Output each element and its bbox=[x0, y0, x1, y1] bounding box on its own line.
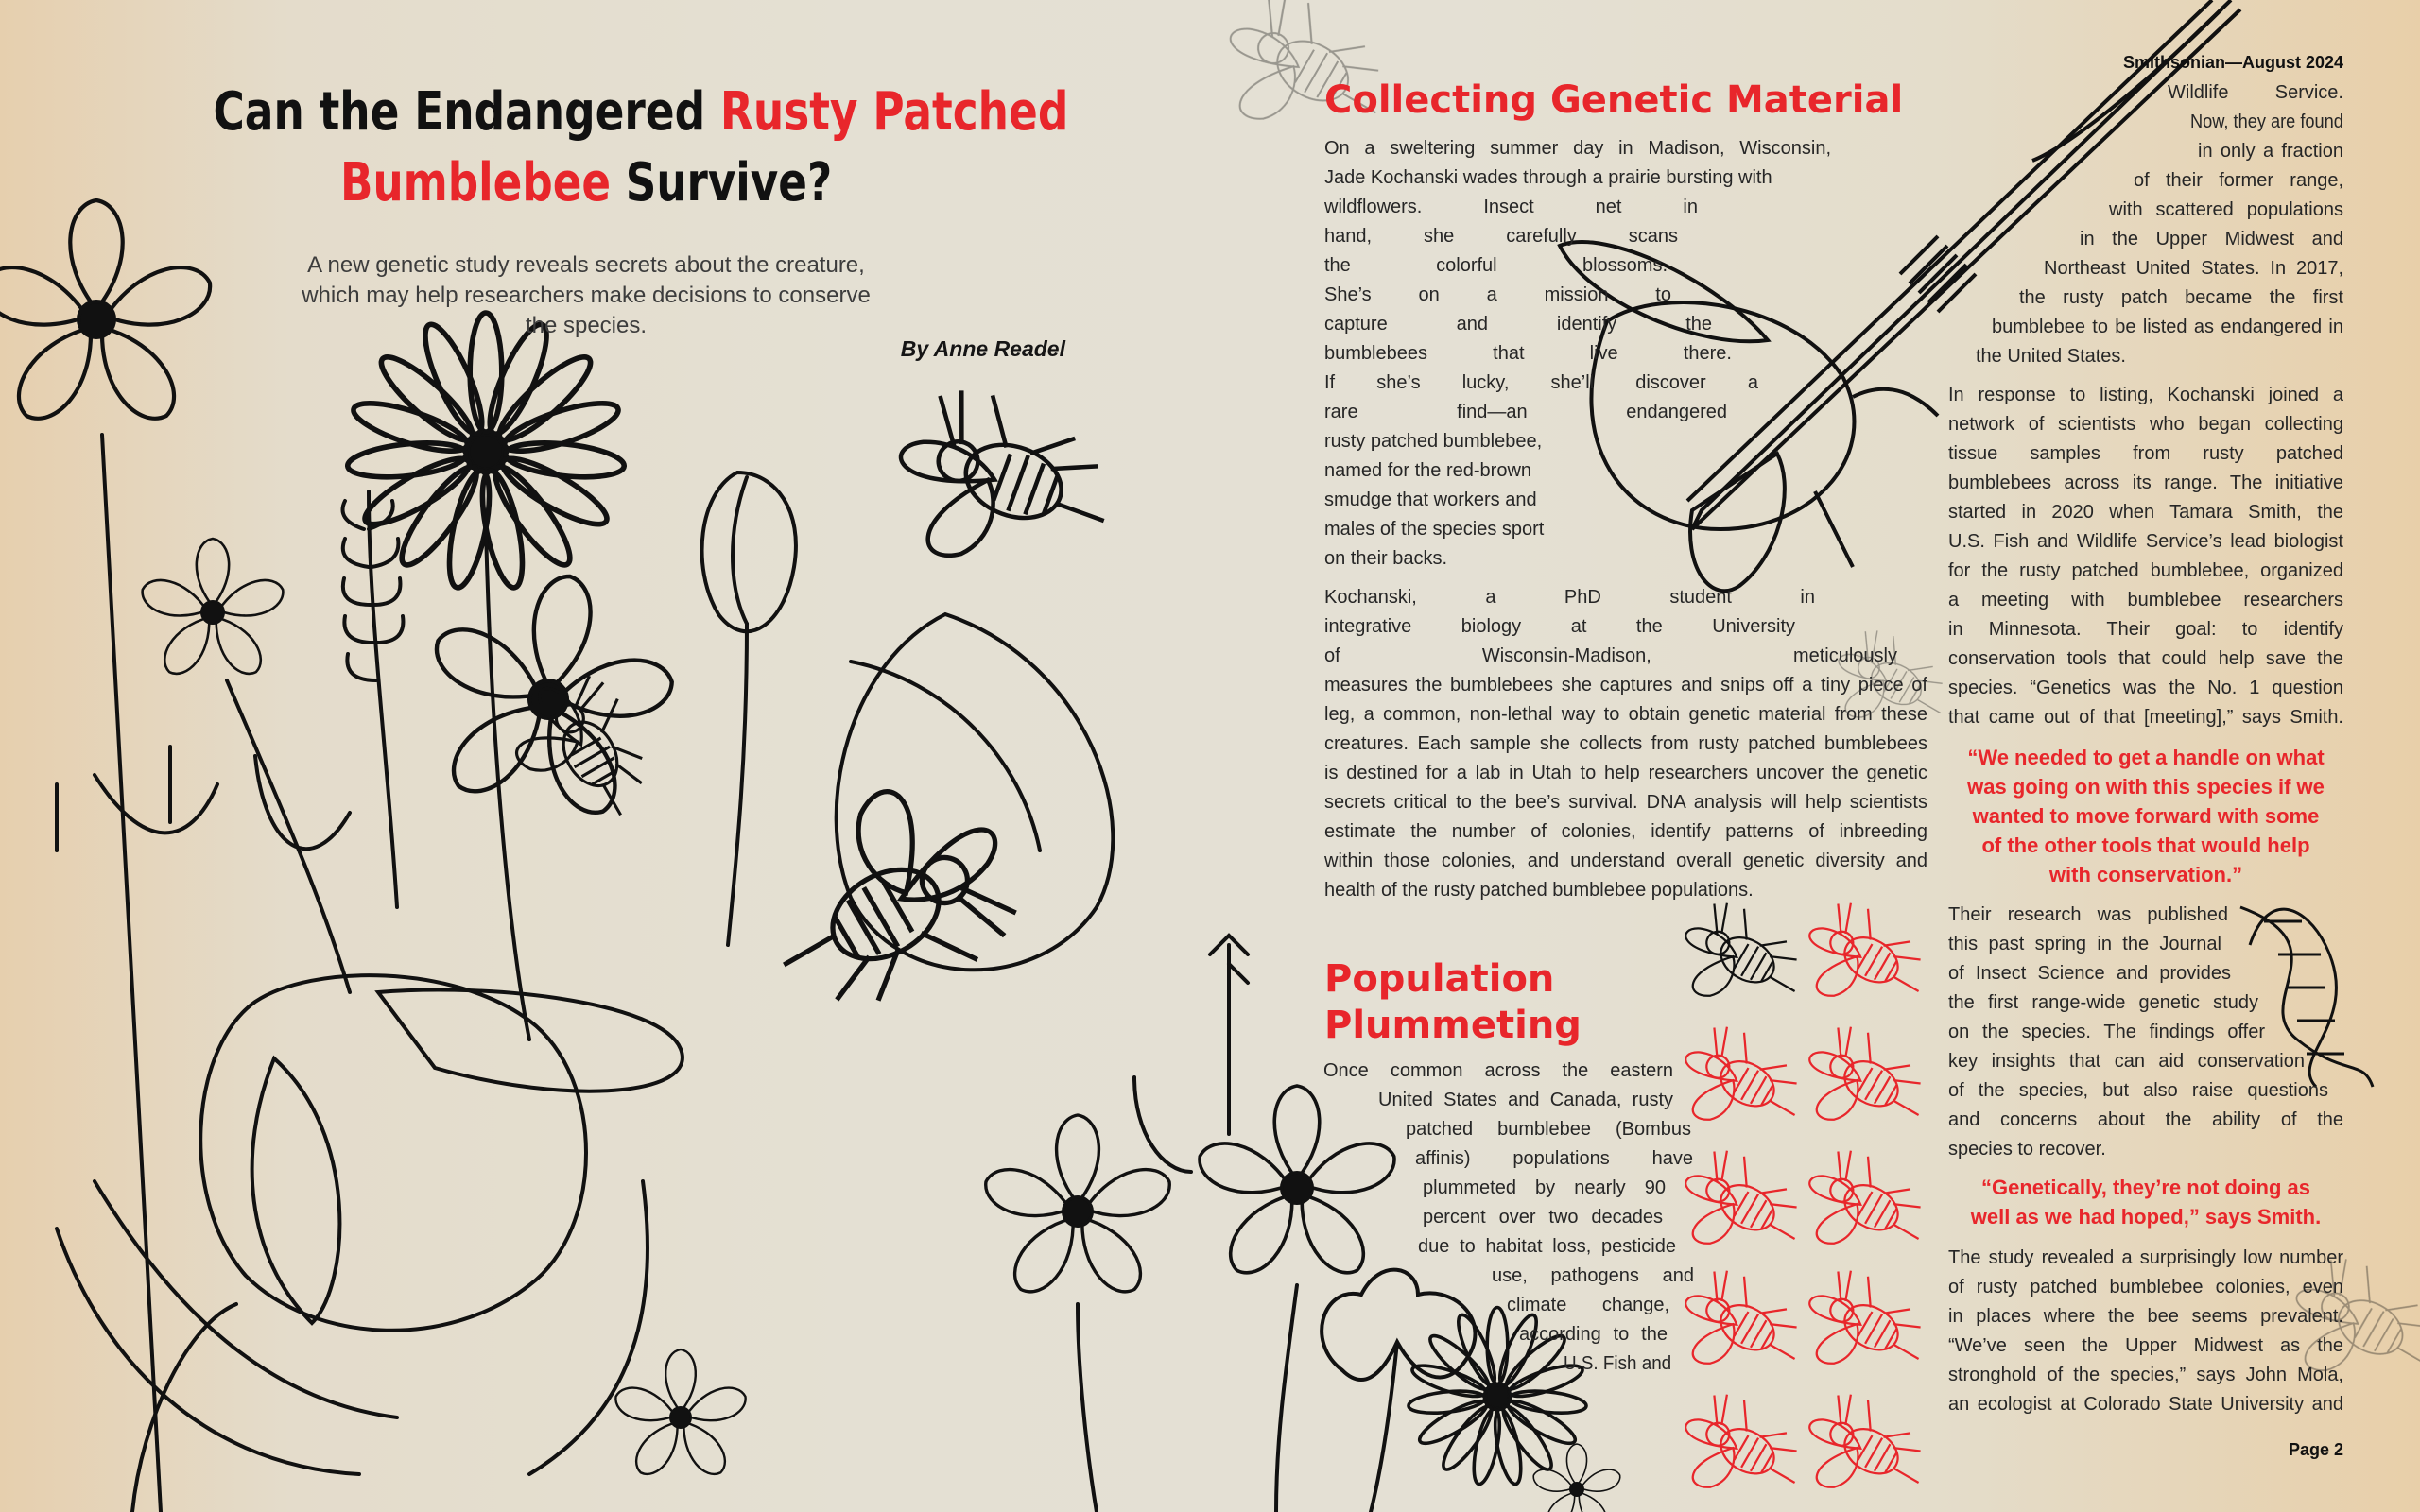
text-line: conservation tools that could help save the bbox=[1948, 648, 2343, 669]
quote-line: wanted to move forward with some bbox=[1972, 804, 2320, 828]
text-line: for the rusty patched bumblebee, organized bbox=[1948, 560, 2343, 581]
text-line: In response to listing, Kochanski joined a bbox=[1948, 385, 2343, 405]
text-line: measures the bumblebees she captures and snips off a tiny piece of bbox=[1324, 675, 1927, 696]
text-line: species to recover. bbox=[1948, 1139, 2106, 1160]
text-line: wildflowers. Insect net in bbox=[1324, 197, 1698, 217]
text-line: bumblebees that live there. bbox=[1324, 343, 1732, 364]
text-line: network of scientists who began collecting bbox=[1948, 414, 2343, 435]
text-line: key insights that can aid conservation bbox=[1948, 1051, 2305, 1072]
text-line: health of the rusty patched bumblebee populations. bbox=[1324, 880, 1754, 901]
title-black-part: Survive? bbox=[610, 152, 833, 214]
pull-quote-1 bbox=[1948, 743, 2343, 889]
text-line: integrative biology at the University bbox=[1324, 616, 1795, 637]
section-heading-collecting: Collecting Genetic Material bbox=[1324, 78, 1904, 122]
byline: By Anne Readel bbox=[900, 336, 1065, 361]
text-line: and concerns about the ability of the bbox=[1948, 1109, 2343, 1130]
text-line: bumblebees across its range. The initiative bbox=[1948, 472, 2343, 493]
publication-header: Smithsonian—August 2024 bbox=[2122, 53, 2343, 72]
text-line: is destined for a lab in Utah to help researchers uncover the genetic bbox=[1324, 763, 1927, 783]
text-line: Their research was published bbox=[1948, 904, 2228, 925]
text-line: Wildlife Service. bbox=[2168, 82, 2343, 103]
text-line: U.S. Fish and Wildlife Service’s lead biologist bbox=[1948, 531, 2343, 552]
subtitle-line: which may help researchers make decisions to conserve bbox=[302, 283, 871, 308]
text-line: an ecologist at Colorado State University and bbox=[1948, 1394, 2343, 1415]
article-title-line-2 bbox=[113, 150, 1059, 216]
text-line: climate change, bbox=[1507, 1295, 1669, 1315]
quote-line: “We needed to get a handle on what bbox=[1967, 746, 2325, 769]
quote-line: with conservation.” bbox=[2048, 863, 2243, 886]
text-line: in places where the bee seems prevalent. bbox=[1948, 1306, 2343, 1327]
text-line: Kochanski, a PhD student in bbox=[1324, 587, 1815, 608]
text-line: estimate the number of colonies, identify patterns of inbreeding bbox=[1324, 821, 1927, 842]
text-line: secrets critical to the bee’s survival. DNA analysis will help scientists bbox=[1324, 792, 1927, 813]
text-line: Northeast United States. In 2017, bbox=[2044, 258, 2343, 279]
text-line: on their backs. bbox=[1324, 548, 1448, 569]
article-subtitle bbox=[246, 250, 926, 341]
text-line: due to habitat loss, pesticide bbox=[1418, 1236, 1676, 1257]
text-line: leg, a common, non-lethal way to obtain genetic material from these bbox=[1324, 704, 1927, 725]
text-line: of Insect Science and provides bbox=[1948, 963, 2231, 984]
text-line: plummeted by nearly 90 bbox=[1423, 1177, 1666, 1198]
text-line: “We’ve seen the Upper Midwest as the bbox=[1948, 1335, 2343, 1356]
text-line: United States and Canada, rusty bbox=[1378, 1090, 1673, 1110]
text-line: U.S. Fish and bbox=[1564, 1353, 1672, 1374]
text-line: the rusty patch became the first bbox=[2019, 287, 2343, 308]
text-line: stronghold of the species,” says John Mola, bbox=[1948, 1365, 2343, 1385]
subtitle-line: A new genetic study reveals secrets about the creature, bbox=[307, 252, 865, 278]
text-line: Now, they are found bbox=[2190, 112, 2343, 132]
flower-illustration bbox=[0, 200, 217, 431]
text-line: within those colonies, and understand overall genetic diversity and bbox=[1324, 850, 1927, 871]
text-line: the United States. bbox=[1976, 346, 2126, 367]
text-line: that came out of that [meeting],” says Smith. bbox=[1948, 707, 2343, 728]
text-line: of their former range, bbox=[2134, 170, 2343, 191]
title-red-part: Rusty Patched bbox=[719, 81, 1069, 143]
quote-line: of the other tools that would help bbox=[1981, 833, 2310, 857]
quote-line: well as we had hoped,” says Smith. bbox=[1970, 1205, 2322, 1228]
text-line: She’s on a mission to bbox=[1324, 284, 1671, 305]
red-bee-icon bbox=[1787, 890, 1942, 1035]
text-line: creatures. Each sample she collects from rusty patched bumblebees bbox=[1324, 733, 1927, 754]
text-line: in Minnesota. Their goal: to identify bbox=[1948, 619, 2343, 640]
text-line: with scattered populations bbox=[2109, 199, 2343, 220]
text-line: Jade Kochanski wades through a prairie bursting with bbox=[1324, 167, 1772, 188]
text-line: males of the species sport bbox=[1324, 519, 1545, 540]
text-line: on the species. The findings offer bbox=[1948, 1022, 2265, 1042]
section-heading-population: Population bbox=[1324, 957, 1555, 1001]
text-line: smudge that workers and bbox=[1324, 490, 1537, 510]
text-line: use, pathogens and bbox=[1492, 1265, 1694, 1286]
article-title-line-1 bbox=[113, 79, 1069, 146]
title-black-part: Can the Endangered bbox=[213, 81, 720, 143]
text-line: according to the bbox=[1519, 1324, 1668, 1345]
text-line: patched bumblebee (Bombus bbox=[1406, 1119, 1691, 1140]
text-line: On a sweltering summer day in Madison, Wisconsin, bbox=[1324, 138, 1831, 159]
pull-quote-2 bbox=[1948, 1173, 2343, 1231]
text-line: rare find—an endangered bbox=[1324, 402, 1727, 422]
text-line: percent over two decades bbox=[1423, 1207, 1663, 1228]
text-line: of rusty patched bumblebee colonies, even bbox=[1948, 1277, 2343, 1297]
text-line: in only a fraction bbox=[2198, 141, 2343, 162]
text-line: species. “Genetics was the No. 1 question bbox=[1948, 678, 2343, 698]
page-number: Page 2 bbox=[2288, 1440, 2343, 1459]
text-line: hand, she carefully scans bbox=[1324, 226, 1678, 247]
text-line: a meeting with bumblebee researchers bbox=[1948, 590, 2343, 610]
text-line: affinis) populations have bbox=[1415, 1148, 1693, 1169]
text-line: the first range-wide genetic study bbox=[1948, 992, 2258, 1013]
text-line: named for the red-brown bbox=[1324, 460, 1532, 481]
text-line: rusty patched bumblebee, bbox=[1324, 431, 1543, 452]
red-bee-grid bbox=[1663, 890, 1942, 1512]
text-line: tissue samples from rusty patched bbox=[1948, 443, 2343, 464]
title-red-part: Bumblebee bbox=[339, 152, 611, 214]
text-line: capture and identify the bbox=[1324, 314, 1712, 335]
text-line: The study revealed a surprisingly low number bbox=[1948, 1247, 2343, 1268]
text-line: of Wisconsin-Madison, meticulously bbox=[1324, 645, 1897, 666]
text-line: of the species, but also raise questions bbox=[1948, 1080, 2328, 1101]
section-heading-population: Plummeting bbox=[1324, 1004, 1582, 1047]
text-line: started in 2020 when Tamara Smith, the bbox=[1948, 502, 2343, 523]
text-line: the colorful blossoms. bbox=[1324, 255, 1668, 276]
text-line: Once common across the eastern bbox=[1323, 1060, 1673, 1081]
quote-line: “Genetically, they’re not doing as bbox=[1980, 1176, 2310, 1199]
bee-illustration bbox=[873, 373, 1131, 603]
subtitle-line: the species. bbox=[525, 313, 648, 338]
text-line: this past spring in the Journal bbox=[1948, 934, 2221, 954]
text-line: bumblebee to be listed as endangered in bbox=[1992, 317, 2343, 337]
text-line: in the Upper Midwest and bbox=[2080, 229, 2343, 249]
quote-line: was going on with this species if we bbox=[1967, 775, 2325, 799]
text-line: If she’s lucky, she’ll discover a bbox=[1324, 372, 1758, 393]
